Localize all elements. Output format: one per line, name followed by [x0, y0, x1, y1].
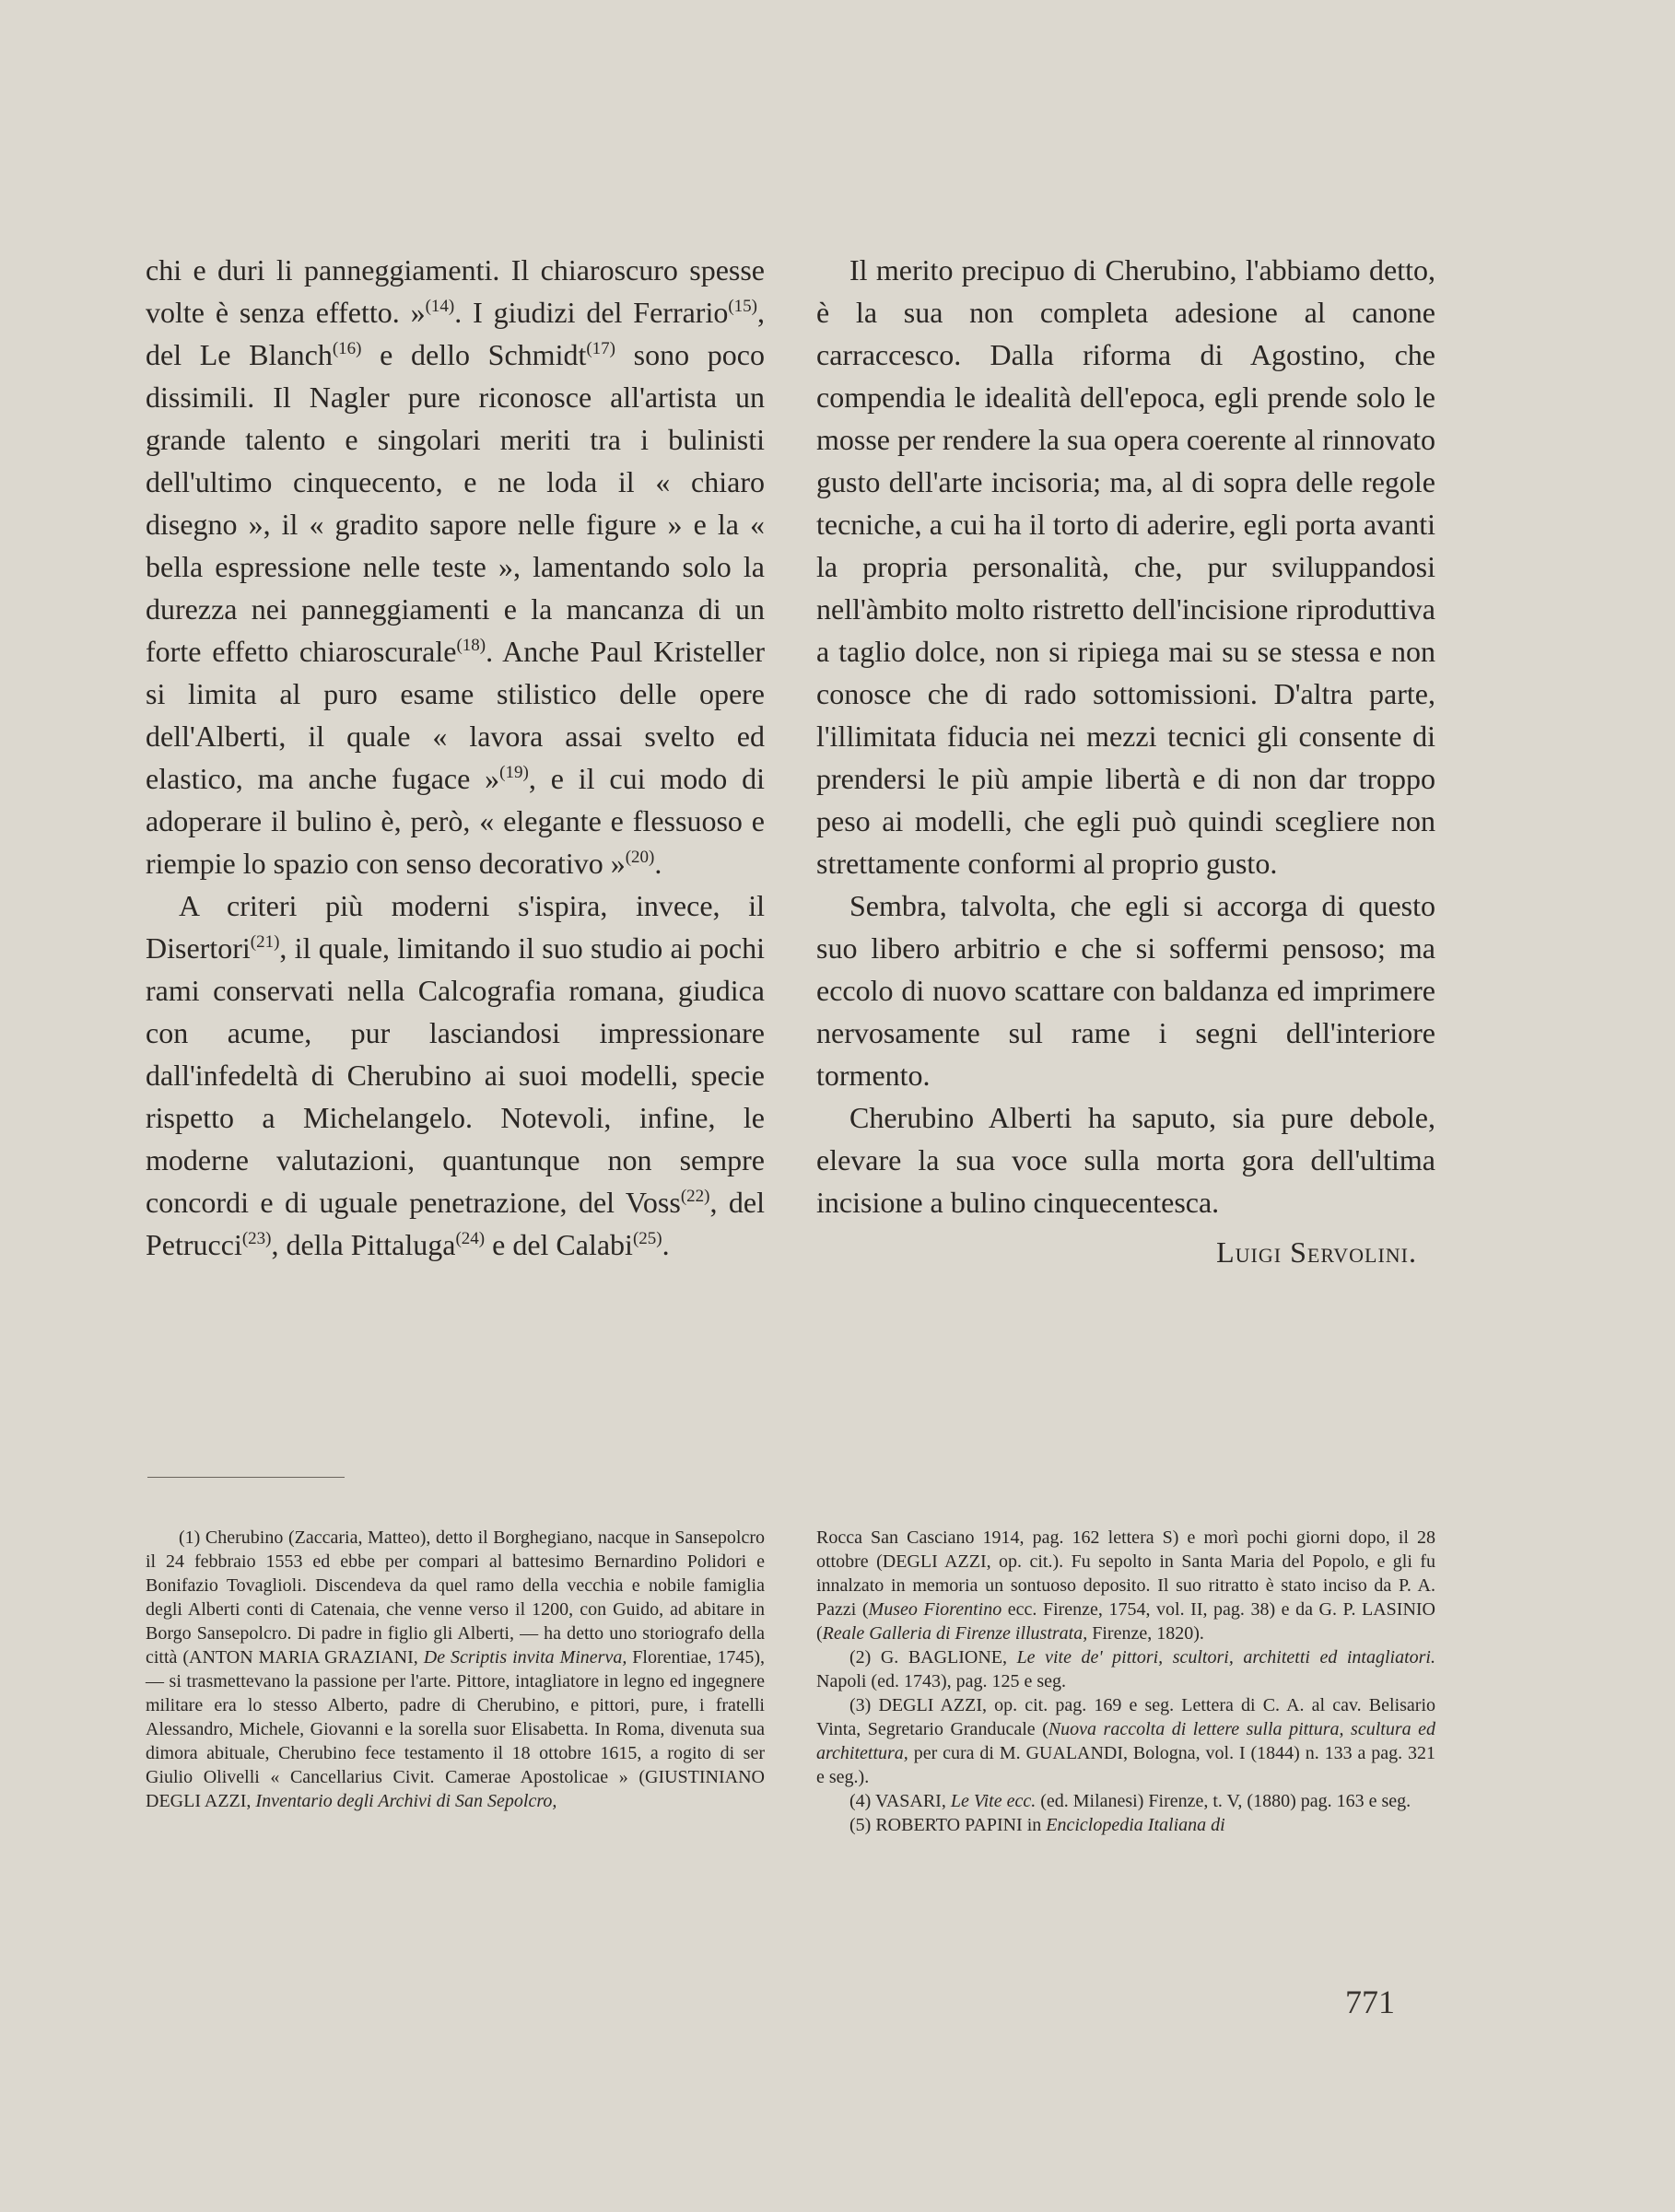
footnote-divider: [147, 1477, 345, 1478]
main-column-right: [816, 249, 1435, 1273]
title-italic: Le Vite ecc.: [950, 1791, 1037, 1811]
footnote-ref: (19): [499, 763, 529, 782]
title-italic: Enciclopedia Italiana di: [1046, 1815, 1225, 1835]
footnote-ref: (22): [680, 1187, 710, 1206]
text-run: (4) VASARI,: [849, 1791, 951, 1811]
text-run: sono poco dissimili. Il Nagler pure riconosce all'artista un grande talento e singolari meriti tra i bulinisti dell'ultimo cinquecento, e ne loda il « chiaro disegno », il « gradito sapore nelle figure » e la « bella espressione nelle teste », lamentando solo la durezza nei panneggiamenti e la mancanza di un forte effetto chiaroscurale: [146, 338, 766, 668]
footnotes-right: [816, 1526, 1435, 1837]
footnote-ref: (23): [241, 1229, 272, 1248]
text-run: . I giudizi del Ferrario: [454, 296, 729, 329]
paragraph: Sembra, talvolta, che egli si accorga di questo suo libero arbitrio e che si soffermi pensoso; ma eccolo di nuovo scattare con baldanza ed imprimere nervosamente sul rame i segni dell'interiore tormento.: [816, 889, 1435, 1092]
text-run: , il quale, limitando il suo studio ai pochi rami conservati nella Calcografia romana, giudica con acume, pur lasciandosi impressionare dall'infedeltà di Cherubino ai suoi modelli, specie rispetto a Michelangelo. Notevoli, infine, le moderne valutazioni, quantunque non sempre concordi e di uguale penetrazione, del Voss: [146, 931, 765, 1219]
footnote-ref: (25): [632, 1229, 662, 1248]
text-run: (5) ROBERTO PAPINI in: [849, 1815, 1047, 1835]
text-run: ecc. Firenze, 1754, vol. II, pag. 38) e da G. P. LASINIO (: [816, 1599, 1435, 1644]
title-italic: Inventario degli Archivi di San Sepolcro,: [255, 1791, 557, 1811]
text-run: e dello Schmidt: [361, 338, 587, 371]
footnote-ref: (16): [332, 339, 362, 358]
footnote-ref: (14): [425, 297, 455, 316]
footnote: [816, 1813, 1435, 1837]
author-signature: Luigi Servolini.: [1216, 1235, 1417, 1269]
footnote-ref: (21): [250, 932, 280, 952]
title-italic: Nuova raccolta di lettere sulla pittura, scultura ed architettura,: [816, 1719, 1435, 1763]
footnote: [816, 1693, 1435, 1789]
title-italic: Le vite de' pittori, scultori, architetti ed intagliatori.: [1016, 1647, 1435, 1668]
text-run: Napoli (ed. 1743), pag. 125 e seg.: [816, 1671, 1067, 1691]
title-italic: De Scriptis invita Minerva,: [423, 1647, 627, 1668]
footnotes-left: [146, 1526, 765, 1813]
text-run: , del Le Blanch: [146, 296, 766, 371]
text-run: , della Pittaluga: [271, 1228, 456, 1261]
footnote: [816, 1645, 1435, 1693]
main-column-left: [146, 249, 765, 1266]
text-run: .: [662, 1228, 670, 1261]
paragraph: [146, 249, 765, 884]
text-run: , del Petrucci: [146, 1186, 766, 1261]
text-run: per cura di M. GUALANDI, Bologna, vol. I (1844) n. 133 a pag. 321 e seg.).: [816, 1743, 1435, 1787]
title-italic: Reale Galleria di Firenze illustrata,: [822, 1623, 1088, 1644]
footnote-ref: (20): [625, 848, 655, 867]
text-run: Rocca San Casciano 1914, pag. 162 lettera S) e morì pochi giorni dopo, il 28 ottobre (DEGLI AZZI, op. cit.). Fu sepolto in Santa Maria del Popolo, e gli fu innalzato in memoria un sontuoso deposito. Il suo ritratto è stato inciso da P. A. Pazzi (: [816, 1527, 1435, 1620]
text-run: (2) G. BAGLIONE,: [849, 1647, 1017, 1668]
paragraph: Il merito precipuo di Cherubino, l'abbiamo detto, è la sua non completa adesione al canone carraccesco. Dalla riforma di Agostino, che compendia le idealità dell'epoca, egli prende solo le mosse per rendere la sua opera coerente al rinnovato gusto dell'arte incisoria; ma, al di sopra delle regole tecniche, a cui ha il torto di aderire, egli porta avanti la propria personalità, che, pur sviluppandosi nell'àmbito molto ristretto dell'incisione riproduttiva a taglio dolce, non si ripiega mai su se stessa e non conosce che di rado sottomissioni. D'altra parte, l'illimitata fiducia nei mezzi tecnici gli consente di prendersi le più ampie libertà e di non dar troppo peso ai modelli, che egli può quindi scegliere non strettamente conformi al proprio gusto.: [816, 253, 1435, 880]
text-run: A criteri più moderni s'ispira, invece, il Disertori: [146, 889, 765, 965]
text-run: Firenze, 1820).: [1087, 1623, 1204, 1644]
text-run: e del Calabi: [485, 1228, 633, 1261]
footnote-ref: (15): [728, 297, 758, 316]
text-run: (1) Cherubino (Zaccaria, Matteo), detto il Borghegiano, nacque in Sansepolcro il 24 febbraio 1553 ed ebbe per compari al battesimo Bernardino Polidori e Bonifazio Tovaglioli. Discendeva da quel ramo della vecchia e nobile famiglia degli Alberti conti di Catenaia, che venne verso il 1200, con Guido, ad abitare in Borgo Sansepolcro. Di padre in figlio gli Alberti, — ha detto uno storiografo della città (ANTON MARIA GRAZIANI,: [146, 1527, 765, 1668]
footnote: [146, 1526, 765, 1813]
text-run: chi e duri li panneggiamenti. Il chiaroscuro spesse volte è senza effetto. »: [146, 253, 765, 329]
footnote: [816, 1526, 1435, 1645]
text-run: .: [654, 847, 662, 880]
text-run: (ed. Milanesi) Firenze, t. V, (1880) pag. 163 e seg.: [1036, 1791, 1411, 1811]
footnote-ref: (24): [455, 1229, 486, 1248]
text-run: (3) DEGLI AZZI, op. cit. pag. 169 e seg. Lettera di C. A. al cav. Belisario Vinta, Segretario Granducale (: [816, 1695, 1435, 1739]
paragraph: Cherubino Alberti ha saputo, sia pure debole, elevare la sua voce sulla morta gora dell'ultima incisione a bulino cinquecentesca.: [816, 1101, 1435, 1219]
footnote-ref: (17): [586, 339, 616, 358]
text-run: , e il cui modo di adoperare il bulino è, però, « elegante e flessuoso e riempie lo spazio con senso decorativo »: [146, 762, 766, 880]
text-run: Florentiae, 1745), — si trasmettevano la passione per l'arte. Pittore, intagliatore in legno ed ingegnere militare era lo stesso Alberto, padre di Cherubino, e pittori, pure, i fratelli Alessandro, Michele, Giovanni e la sorella suor Elisabetta. In Roma, divenuta sua dimora abituale, Cherubino fece testamento il 18 ottobre 1615, a rogito di ser Giulio Olivelli « Cancellarius Civit. Camerae Apostolicae » (GIUSTINIANO DEGLI AZZI,: [146, 1647, 765, 1811]
text-run: . Anche Paul Kristeller si limita al puro esame stilistico delle opere dell'Alberti, il quale « lavora assai svelto ed elastico, ma anche fugace »: [146, 635, 766, 795]
page-number: 771: [1345, 1984, 1395, 2020]
footnote-ref: (18): [456, 636, 486, 655]
title-italic: Museo Fiorentino: [868, 1599, 1002, 1620]
paragraph: [146, 884, 765, 1266]
footnote: [816, 1789, 1435, 1813]
